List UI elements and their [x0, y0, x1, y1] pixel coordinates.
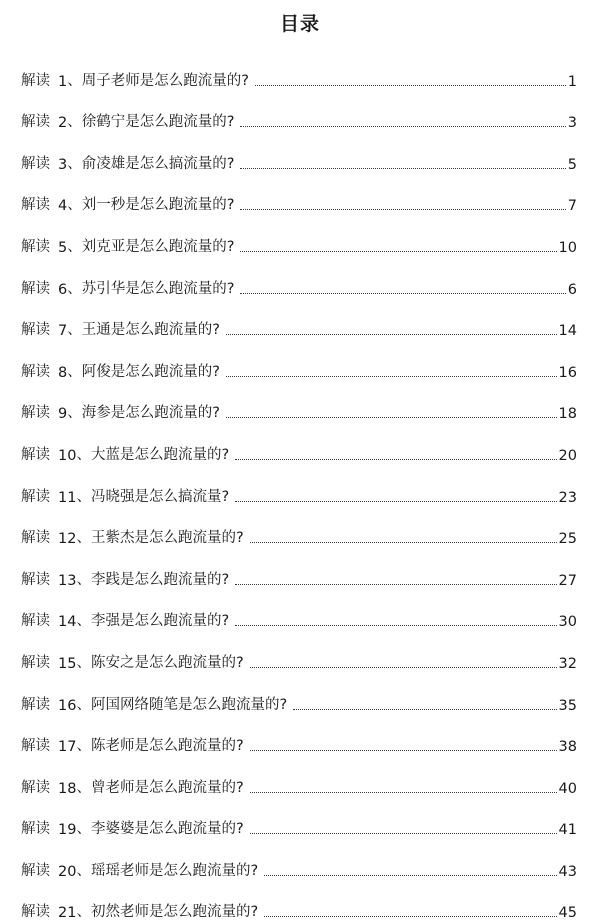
toc-entry-label: 陈老师是怎么跑流量的?: [90, 738, 244, 755]
toc-entry-separator: 、: [67, 363, 82, 380]
toc-entry-prefix: 解读: [21, 155, 50, 172]
toc-dot-leader: [250, 667, 557, 668]
toc-page-number: 35: [558, 697, 577, 714]
toc-page-number: 3: [567, 115, 577, 132]
toc-entry-label: 李强是怎么跑流量的?: [90, 613, 230, 630]
toc-page-number: 43: [558, 863, 577, 880]
toc-page-number: 14: [558, 323, 577, 340]
toc-entry-separator: 、: [67, 114, 82, 131]
toc-page-number: 40: [558, 780, 577, 797]
toc-page-number: 32: [558, 655, 577, 672]
toc-page-number: 1: [567, 73, 577, 90]
toc-page-number: 10: [558, 239, 577, 256]
toc-entry-label: 大蓝是怎么跑流量的?: [90, 446, 230, 463]
toc-page-number: 5: [567, 156, 577, 173]
toc-entry-number: 15: [58, 655, 77, 672]
toc-entry-prefix: 解读: [21, 238, 50, 255]
toc-entry[interactable]: [21, 214, 577, 256]
toc-entry-separator: 、: [67, 280, 82, 297]
toc-entry-prefix: 解读: [21, 571, 50, 588]
toc-page-number: 25: [558, 531, 577, 548]
toc-entry[interactable]: [21, 298, 577, 340]
toc-dot-leader: [250, 792, 557, 793]
toc-dot-leader: [240, 251, 556, 252]
toc-entry-number: 16: [58, 697, 77, 714]
toc-dot-leader: [240, 293, 565, 294]
toc-entry-separator: 、: [76, 488, 91, 505]
toc-entry-label: 冯晓强是怎么搞流量?: [90, 488, 230, 505]
toc-entry-separator: 、: [76, 613, 91, 630]
toc-entry-label: 阿俊是怎么跑流量的?: [81, 363, 220, 380]
toc-dot-leader: [235, 625, 556, 626]
toc-dot-leader: [250, 833, 557, 834]
toc-entry[interactable]: [21, 464, 577, 506]
toc-entry-label: 李践是怎么跑流量的?: [90, 571, 230, 588]
toc-entry-prefix: 解读: [21, 72, 50, 89]
toc-page-number: 16: [558, 364, 577, 381]
toc-entry-prefix: 解读: [21, 114, 50, 131]
toc-entry-prefix: 解读: [21, 862, 50, 879]
toc-entry-number: 6: [58, 281, 68, 298]
toc-entry[interactable]: [21, 838, 577, 880]
toc-entry-prefix: 解读: [21, 322, 50, 339]
toc-page-number: 27: [558, 572, 577, 589]
toc-title: 目录: [279, 13, 320, 35]
toc-entry[interactable]: [21, 630, 577, 672]
toc-entry-label: 王紫杰是怎么跑流量的?: [90, 530, 244, 547]
toc-entry-prefix: 解读: [21, 530, 50, 547]
toc-entry[interactable]: [21, 422, 577, 464]
toc-entry-number: 2: [58, 115, 68, 132]
toc-entry-number: 17: [58, 739, 77, 756]
toc-entry[interactable]: [21, 797, 577, 839]
toc-entry-number: 8: [58, 364, 68, 381]
toc-entry-label: 刘克亚是怎么跑流量的?: [81, 238, 235, 255]
toc-entry-number: 13: [58, 572, 77, 589]
toc-entry-separator: 、: [76, 530, 91, 547]
toc-entry-separator: 、: [76, 654, 91, 671]
toc-entry-separator: 、: [76, 738, 91, 755]
toc-page-number: 45: [558, 905, 577, 921]
toc-entry-separator: 、: [67, 72, 82, 89]
toc-entry-number: 9: [58, 406, 68, 423]
toc-entry-number: 21: [58, 905, 77, 921]
toc-entry[interactable]: [21, 589, 577, 631]
toc-entry-label: 阿国网络随笔是怎么跑流量的?: [90, 696, 288, 713]
toc-entry-number: 7: [58, 323, 68, 340]
toc-entry-number: 5: [58, 239, 68, 256]
toc-entry[interactable]: [21, 714, 577, 756]
toc-entry-prefix: 解读: [21, 654, 50, 671]
toc-entry-label: 俞凌雄是怎么搞流量的?: [81, 155, 235, 172]
toc-entry-prefix: 解读: [21, 446, 50, 463]
toc-entry-label: 曾老师是怎么跑流量的?: [90, 779, 244, 796]
toc-list: [21, 48, 577, 921]
toc-page-number: 7: [567, 198, 577, 215]
toc-entry-label: 周子老师是怎么跑流量的?: [81, 72, 249, 89]
toc-dot-leader: [226, 334, 557, 335]
toc-entry[interactable]: [21, 880, 577, 921]
toc-entry-label: 李婆婆是怎么跑流量的?: [90, 821, 244, 838]
toc-entry-number: 18: [58, 780, 77, 797]
toc-entry[interactable]: [21, 48, 577, 90]
toc-dot-leader: [250, 750, 557, 751]
toc-entry-separator: 、: [67, 238, 82, 255]
toc-entry[interactable]: [21, 672, 577, 714]
toc-dot-leader: [240, 168, 565, 169]
toc-entry-separator: 、: [76, 779, 91, 796]
toc-page-number: 18: [558, 406, 577, 423]
toc-dot-leader: [235, 459, 556, 460]
toc-page-number: 20: [558, 447, 577, 464]
toc-entry-prefix: 解读: [21, 280, 50, 297]
toc-entry-prefix: 解读: [21, 405, 50, 422]
toc-dot-leader: [240, 209, 565, 210]
toc-entry-number: 1: [58, 73, 68, 90]
toc-entry-number: 4: [58, 198, 68, 215]
toc-entry-prefix: 解读: [21, 363, 50, 380]
toc-entry-label: 徐鹤宁是怎么跑流量的?: [81, 114, 235, 131]
toc-entry[interactable]: [21, 506, 577, 548]
toc-entry-separator: 、: [76, 571, 91, 588]
toc-entry[interactable]: [21, 547, 577, 589]
toc-entry-number: 3: [58, 156, 68, 173]
toc-entry-label: 海参是怎么跑流量的?: [81, 405, 220, 422]
toc-page-number: 30: [558, 614, 577, 631]
toc-entry-label: 陈安之是怎么跑流量的?: [90, 654, 244, 671]
toc-entry-separator: 、: [67, 197, 82, 214]
toc-entry-separator: 、: [67, 322, 82, 339]
toc-entry-number: 20: [58, 863, 77, 880]
toc-entry[interactable]: [21, 381, 577, 423]
toc-dot-leader: [226, 376, 557, 377]
toc-dot-leader: [255, 85, 566, 86]
toc-entry-number: 14: [58, 614, 77, 631]
toc-entry-separator: 、: [76, 862, 91, 879]
toc-entry-prefix: 解读: [21, 904, 50, 921]
toc-entry-prefix: 解读: [21, 696, 50, 713]
toc-entry-number: 10: [58, 447, 77, 464]
toc-entry-prefix: 解读: [21, 197, 50, 214]
toc-dot-leader: [264, 916, 556, 917]
toc-entry-prefix: 解读: [21, 488, 50, 505]
toc-dot-leader: [240, 126, 565, 127]
toc-dot-leader: [226, 417, 557, 418]
toc-entry-label: 王通是怎么跑流量的?: [81, 322, 220, 339]
toc-entry-prefix: 解读: [21, 779, 50, 796]
toc-entry-label: 苏引华是怎么跑流量的?: [81, 280, 235, 297]
toc-entry[interactable]: [21, 339, 577, 381]
toc-entry-number: 19: [58, 822, 77, 839]
toc-entry-separator: 、: [76, 821, 91, 838]
toc-entry[interactable]: [21, 256, 577, 298]
toc-entry-prefix: 解读: [21, 613, 50, 630]
toc-entry[interactable]: [21, 131, 577, 173]
toc-entry[interactable]: [21, 90, 577, 132]
toc-entry-separator: 、: [76, 696, 91, 713]
toc-entry-separator: 、: [76, 904, 91, 921]
toc-page-number: 6: [567, 281, 577, 298]
toc-dot-leader: [235, 501, 556, 502]
toc-dot-leader: [250, 542, 557, 543]
toc-entry-prefix: 解读: [21, 738, 50, 755]
toc-page-number: 38: [558, 739, 577, 756]
toc-entry-label: 瑶瑶老师是怎么跑流量的?: [90, 862, 259, 879]
toc-entry-label: 初然老师是怎么跑流量的?: [90, 904, 259, 921]
toc-entry[interactable]: [21, 755, 577, 797]
toc-entry-label: 刘一秒是怎么跑流量的?: [81, 197, 235, 214]
toc-entry-separator: 、: [67, 155, 82, 172]
toc-entry-number: 12: [58, 531, 77, 548]
toc-page-number: 23: [558, 489, 577, 506]
toc-entry-number: 11: [58, 489, 77, 506]
toc-dot-leader: [293, 709, 556, 710]
toc-page-number: 41: [558, 822, 577, 839]
toc-entry-prefix: 解读: [21, 821, 50, 838]
toc-entry-separator: 、: [67, 405, 82, 422]
toc-entry[interactable]: [21, 173, 577, 215]
toc-dot-leader: [264, 875, 556, 876]
toc-entry-separator: 、: [76, 446, 91, 463]
toc-dot-leader: [235, 584, 556, 585]
